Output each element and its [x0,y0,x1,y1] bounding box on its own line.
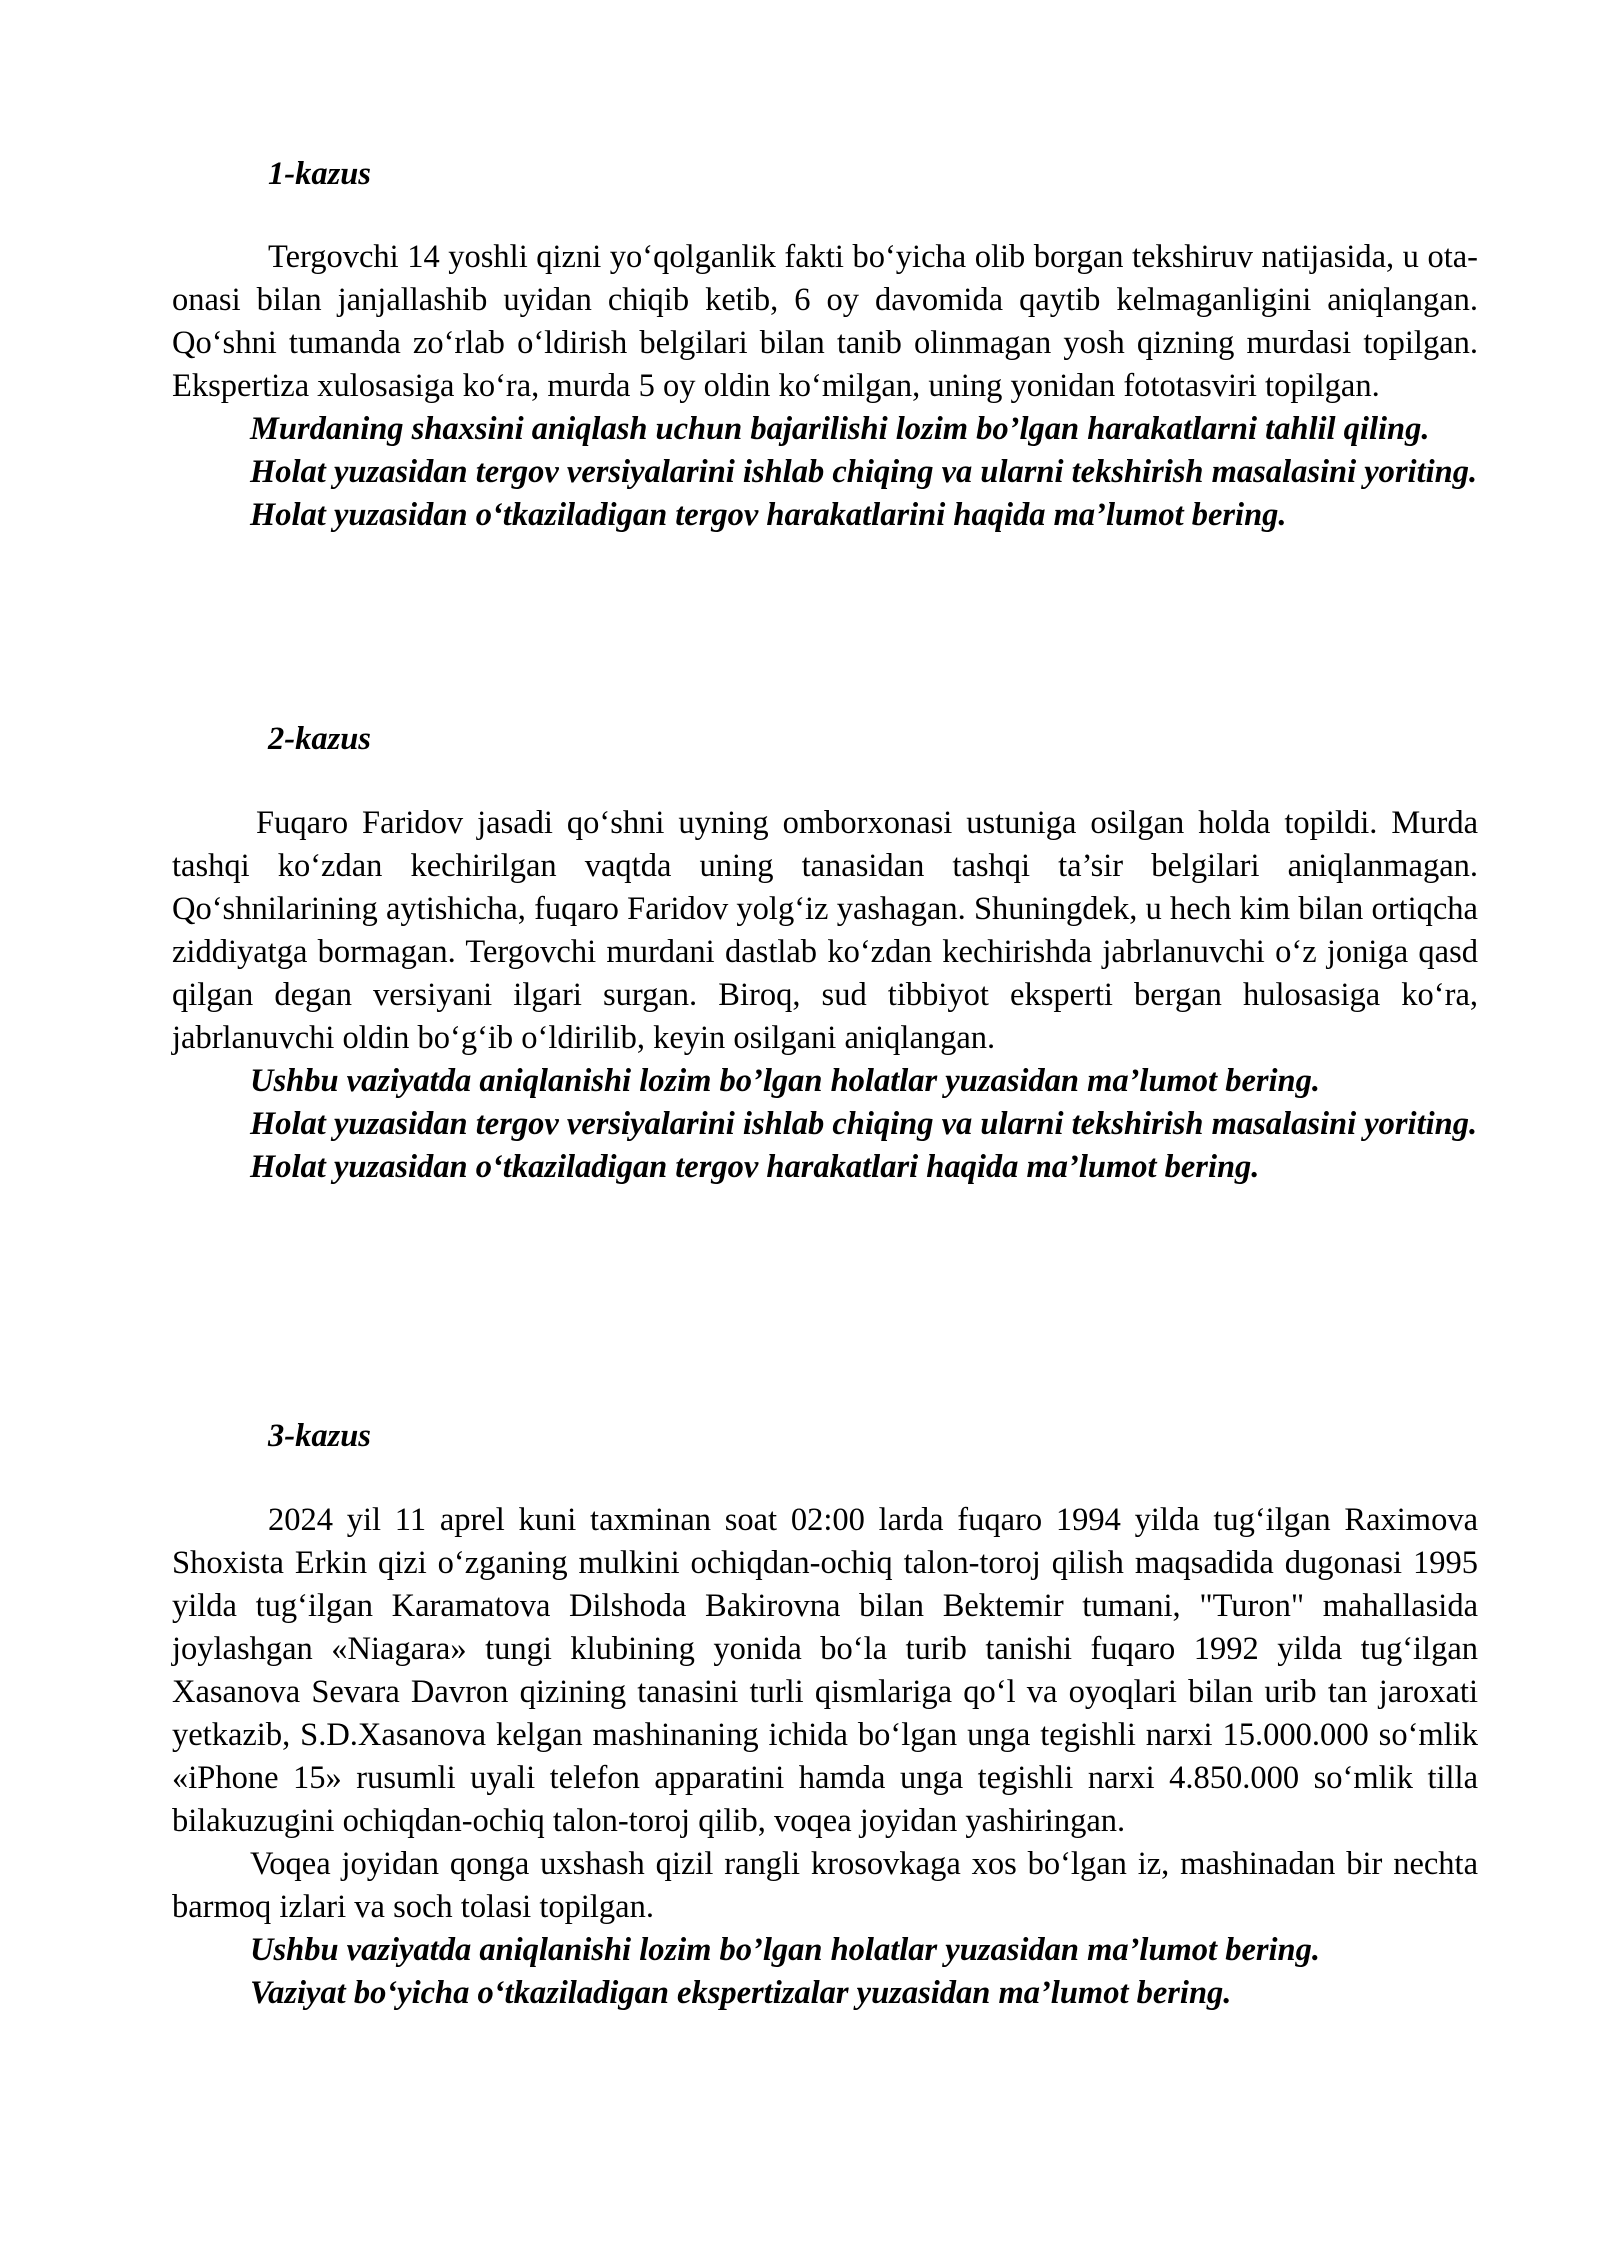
case-3-heading: 3-kazus [268,1418,371,1454]
case-2-task-3: Holat yuzasidan o‘tkaziladigan tergov harakatlari haqida ma’lumot bering. [250,1149,1260,1185]
case-3-task-2: Vaziyat bo‘yicha o‘tkaziladigan ekspertizalar yuzasidan ma’lumot bering. [250,1975,1232,2011]
case-3-body-2: Voqea joyidan qonga uxshash qizil rangli krosovkaga xos bo‘lgan iz, mashinadan bir nechta barmoq izlari va soch tolasi topilgan. [172,1846,1478,1925]
case-2-task-1: Ushbu vaziyatda aniqlanishi lozim bo’lgan holatlar yuzasidan ma’lumot bering. [250,1063,1321,1099]
spacer [172,196,1478,236]
case-1-task-2: Holat yuzasidan tergov versiyalarini ishlab chiqing va ularni tekshirish masalasini yoriting. [250,454,1478,490]
spacer [172,761,1478,802]
case-3-body: 2024 yil 11 aprel kuni taxminan soat 02:00 larda fuqaro 1994 yilda tug‘ilgan Raximova Shoxista Erkin qizi o‘zganing mulkini ochiqdan-ochiq talon-toroj qilish maqsadida dugonasi 1995 yilda tug‘ilgan Karamatova Dilshoda Bakirovna bilan Bektemir tumani, "Turon" mahallasida joylashgan «Niagara» tungi klubining yonida bo‘la turib tanishi fuqaro 1992 yilda tug‘ilgan Xasanova Sevara Davron qizining tanasini turli qismlariga qo‘l va oyoqlari bilan urib tan jaroxati yetkazib, S.D.Xasanova kelgan mashinaning ichida bo‘lgan unga tegishli narxi 15.000.000 so‘mlik «iPhone 15» rusumli uyali telefon apparatini hamda unga tegishli narxi 4.850.000 so‘mlik tilla bilakuzugini ochiqdan-ochiq talon-toroj qilib, voqea joyidan yashiringan. [172,1502,1478,1839]
case-1 [172,153,1478,537]
case-2-task-2: Holat yuzasidan tergov versiyalarini ishlab chiqing va ularni tekshirish masalasini yoriting. [250,1106,1478,1142]
case-2 [172,718,1478,1189]
spacer [172,1458,1478,1499]
case-2-body: Fuqaro Faridov jasadi qo‘shni uyning omborxonasi ustuniga osilgan holda topildi. Murda tashqi ko‘zdan kechirilgan vaqtda uning tanasidan tashqi ta’sir belgilari aniqlanmagan. Qo‘shnilarining aytishicha, fuqaro Faridov yolg‘iz yashagan. Shuningdek, u hech kim bilan ortiqcha ziddiyatga bormagan. Tergovchi murdani dastlab ko‘zdan kechirishda jabrlanuvchi o‘z joniga qasd qilgan degan versiyani ilgari surgan. Biroq, sud tibbiyot eksperti bergan hulosasiga ko‘ra, jabrlanuvchi oldin bo‘g‘ib o‘ldirilib, keyin osilgani aniqlangan. [172,805,1478,1056]
case-1-task-3: Holat yuzasidan o‘tkaziladigan tergov harakatlarini haqida ma’lumot bering. [250,497,1287,533]
case-1-task-1: Murdaning shaxsini aniqlash uchun bajarilishi lozim bo’lgan harakatlarni tahlil qiling. [250,411,1430,447]
case-3 [172,1415,1478,2015]
case-2-heading: 2-kazus [268,721,371,757]
case-1-body: Tergovchi 14 yoshli qizni yo‘qolganlik fakti bo‘yicha olib borgan tekshiruv natijasida, u ota-onasi bilan janjallashib uyidan chiqib ketib, 6 oy davomida qaytib kelmaganligini aniqlangan. Qo‘shni tumanda zo‘rlab o‘ldirish belgilari bilan tanib olinmagan yosh qizning murdasi topilgan. Ekspertiza xulosasiga ko‘ra, murda 5 oy oldin ko‘milgan, uning yonidan fototasviri topilgan. [172,239,1478,404]
case-1-heading: 1-kazus [268,156,371,192]
case-3-task-1: Ushbu vaziyatda aniqlanishi lozim bo’lgan holatlar yuzasidan ma’lumot bering. [250,1932,1321,1968]
